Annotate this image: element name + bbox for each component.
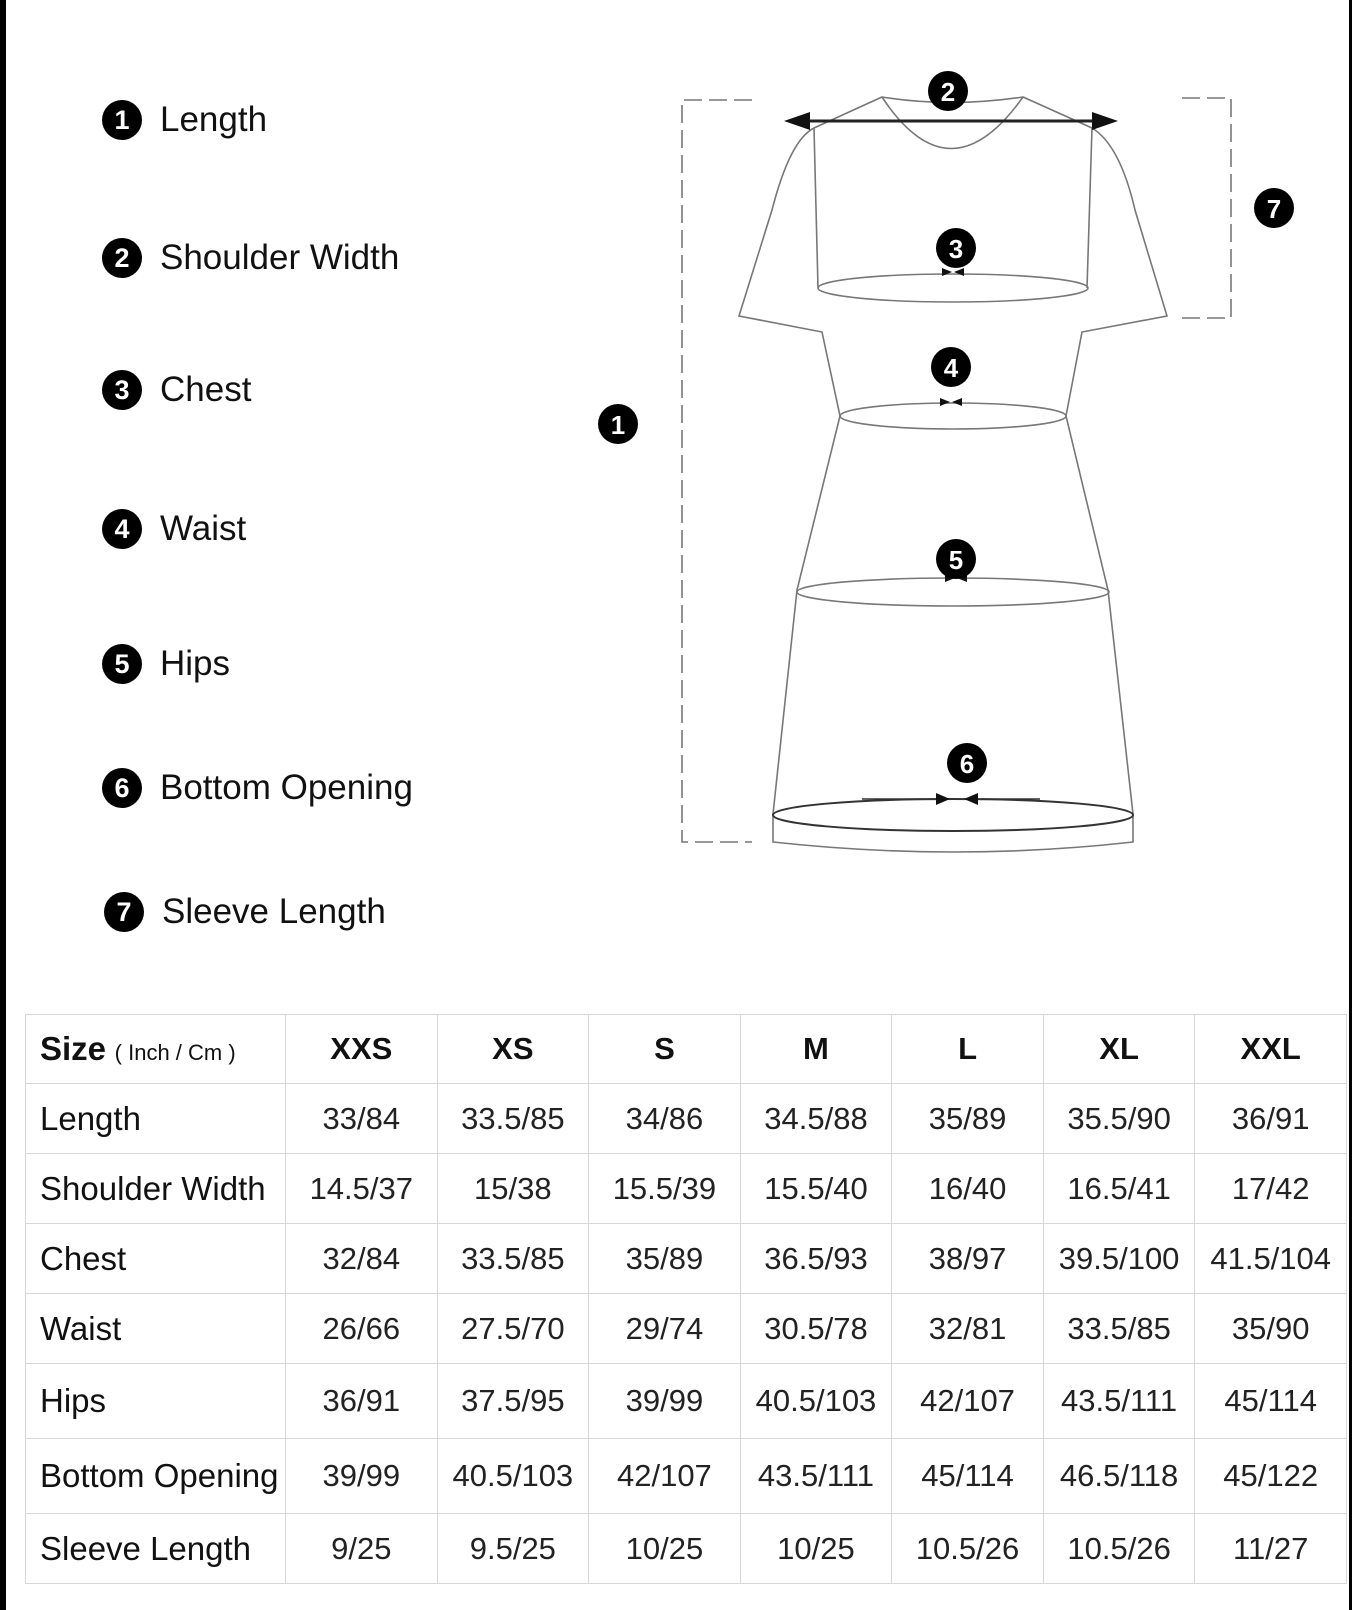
table-row bbox=[26, 1364, 1347, 1439]
table-cell: 10.5/26 bbox=[892, 1514, 1044, 1584]
table-cell: 35/89 bbox=[892, 1084, 1044, 1154]
table-cell: 33.5/85 bbox=[1043, 1294, 1195, 1364]
marker-4 bbox=[931, 347, 971, 387]
number-badge: 6 bbox=[102, 768, 142, 808]
sleeve-bracket bbox=[1182, 98, 1231, 318]
table-cell: 40.5/103 bbox=[740, 1364, 892, 1439]
legend-item-waist bbox=[102, 509, 246, 549]
waist-ellipse bbox=[840, 403, 1066, 429]
size-column-header: L bbox=[892, 1015, 1044, 1084]
legend-item-bottom-opening bbox=[102, 768, 413, 808]
size-column-header: XXL bbox=[1195, 1015, 1347, 1084]
legend-label: Waist bbox=[160, 509, 247, 548]
table-cell: 43.5/111 bbox=[1043, 1364, 1195, 1439]
table-cell: 37.5/95 bbox=[437, 1364, 589, 1439]
table-cell: 39/99 bbox=[286, 1439, 438, 1514]
table-cell: 34.5/88 bbox=[740, 1084, 892, 1154]
marker-2 bbox=[928, 71, 968, 111]
table-cell: 11/27 bbox=[1195, 1514, 1347, 1584]
bottom-arrow-right bbox=[964, 793, 978, 805]
table-cell: 16/40 bbox=[892, 1154, 1044, 1224]
table-cell: 36/91 bbox=[1195, 1084, 1347, 1154]
marker-3 bbox=[936, 228, 976, 268]
row-label: Chest bbox=[26, 1224, 286, 1294]
row-label: Hips bbox=[26, 1364, 286, 1439]
table-cell: 10/25 bbox=[589, 1514, 741, 1584]
table-row bbox=[26, 1514, 1347, 1584]
number-badge: 5 bbox=[102, 644, 142, 684]
legend-item-chest bbox=[102, 370, 251, 410]
number-badge: 3 bbox=[102, 370, 142, 410]
table-cell: 27.5/70 bbox=[437, 1294, 589, 1364]
marker-2-label: 2 bbox=[940, 77, 956, 107]
table-row bbox=[26, 1084, 1347, 1154]
marker-3-label: 3 bbox=[948, 234, 964, 264]
table-cell: 9/25 bbox=[286, 1514, 438, 1584]
dress-diagram bbox=[560, 70, 1320, 910]
table-row bbox=[26, 1439, 1347, 1514]
legend-item-hips bbox=[102, 644, 230, 684]
shoulder-arrow-right bbox=[1092, 112, 1118, 130]
table-cell: 33.5/85 bbox=[437, 1224, 589, 1294]
table-cell: 35/89 bbox=[589, 1224, 741, 1294]
length-bracket bbox=[682, 100, 752, 842]
table-cell: 33.5/85 bbox=[437, 1084, 589, 1154]
legend-label: Hips bbox=[160, 644, 231, 683]
table-cell: 33/84 bbox=[286, 1084, 438, 1154]
table-cell: 35/90 bbox=[1195, 1294, 1347, 1364]
table-cell: 29/74 bbox=[589, 1294, 741, 1364]
marker-4-label: 4 bbox=[943, 353, 959, 383]
marker-6 bbox=[947, 743, 987, 783]
number-badge: 2 bbox=[102, 238, 142, 278]
table-cell: 15.5/39 bbox=[589, 1154, 741, 1224]
size-column-header: S bbox=[589, 1015, 741, 1084]
table-cell: 38/97 bbox=[892, 1224, 1044, 1294]
waist-arrow-right bbox=[952, 398, 962, 406]
table-cell: 17/42 bbox=[1195, 1154, 1347, 1224]
table-cell: 41.5/104 bbox=[1195, 1224, 1347, 1294]
table-cell: 15.5/40 bbox=[740, 1154, 892, 1224]
size-column-header: M bbox=[740, 1015, 892, 1084]
table-row bbox=[26, 1224, 1347, 1294]
row-label: Length bbox=[26, 1084, 286, 1154]
legend-label: Bottom Opening bbox=[160, 768, 413, 807]
table-cell: 30.5/78 bbox=[740, 1294, 892, 1364]
marker-5-label: 5 bbox=[948, 545, 964, 575]
table-cell: 15/38 bbox=[437, 1154, 589, 1224]
size-column-header: XS bbox=[437, 1015, 589, 1084]
table-cell: 45/114 bbox=[1195, 1364, 1347, 1439]
dress-outline bbox=[739, 97, 1167, 852]
size-unit-header bbox=[26, 1015, 286, 1084]
marker-1-label: 1 bbox=[610, 410, 626, 440]
table-row bbox=[26, 1294, 1347, 1364]
size-column-header: XXS bbox=[286, 1015, 438, 1084]
table-cell: 32/81 bbox=[892, 1294, 1044, 1364]
marker-7 bbox=[1254, 188, 1294, 228]
table-row bbox=[26, 1154, 1347, 1224]
table-cell: 39.5/100 bbox=[1043, 1224, 1195, 1294]
table-cell: 43.5/111 bbox=[740, 1439, 892, 1514]
measurement-legend bbox=[0, 0, 600, 980]
table-cell: 40.5/103 bbox=[437, 1439, 589, 1514]
size-chart-table bbox=[25, 1014, 1347, 1584]
table-cell: 42/107 bbox=[892, 1364, 1044, 1439]
marker-1 bbox=[598, 404, 638, 444]
unit-label: ( Inch / Cm ) bbox=[114, 1040, 236, 1065]
row-label: Sleeve Length bbox=[26, 1514, 286, 1584]
legend-label: Length bbox=[160, 100, 268, 139]
legend-label: Chest bbox=[160, 370, 252, 409]
legend-item-shoulder-width bbox=[102, 238, 399, 278]
legend-label: Sleeve Length bbox=[162, 892, 386, 931]
table-header-row bbox=[26, 1015, 1347, 1084]
number-badge: 7 bbox=[104, 892, 144, 932]
size-column-header: XL bbox=[1043, 1015, 1195, 1084]
row-label: Waist bbox=[26, 1294, 286, 1364]
marker-6-label: 6 bbox=[959, 749, 975, 779]
legend-item-sleeve-length bbox=[104, 892, 386, 932]
waist-arrow-left bbox=[940, 398, 950, 406]
size-header-label: Size bbox=[40, 1030, 107, 1067]
table-cell: 42/107 bbox=[589, 1439, 741, 1514]
legend-item-length bbox=[102, 100, 267, 140]
bottom-arrow-left bbox=[936, 793, 950, 805]
table-cell: 9.5/25 bbox=[437, 1514, 589, 1584]
table-cell: 36.5/93 bbox=[740, 1224, 892, 1294]
table-cell: 10.5/26 bbox=[1043, 1514, 1195, 1584]
table-cell: 35.5/90 bbox=[1043, 1084, 1195, 1154]
table-cell: 45/114 bbox=[892, 1439, 1044, 1514]
legend-label: Shoulder Width bbox=[160, 238, 400, 277]
row-label: Bottom Opening bbox=[26, 1439, 286, 1514]
shoulder-arrow-left bbox=[784, 112, 810, 130]
table-cell: 34/86 bbox=[589, 1084, 741, 1154]
table-cell: 45/122 bbox=[1195, 1439, 1347, 1514]
marker-7-label: 7 bbox=[1266, 194, 1282, 224]
number-badge: 4 bbox=[102, 509, 142, 549]
marker-5 bbox=[936, 539, 976, 579]
table-cell: 16.5/41 bbox=[1043, 1154, 1195, 1224]
table-cell: 39/99 bbox=[589, 1364, 741, 1439]
dress-outline-svg bbox=[560, 70, 1320, 910]
table-cell: 36/91 bbox=[286, 1364, 438, 1439]
chest-ellipse bbox=[818, 274, 1088, 302]
table-cell: 26/66 bbox=[286, 1294, 438, 1364]
number-badge: 1 bbox=[102, 100, 142, 140]
table-cell: 10/25 bbox=[740, 1514, 892, 1584]
row-label: Shoulder Width bbox=[26, 1154, 286, 1224]
hips-ellipse bbox=[797, 578, 1109, 606]
bottom-opening-ellipse bbox=[773, 799, 1133, 831]
table-cell: 32/84 bbox=[286, 1224, 438, 1294]
table-cell: 14.5/37 bbox=[286, 1154, 438, 1224]
table-cell: 46.5/118 bbox=[1043, 1439, 1195, 1514]
